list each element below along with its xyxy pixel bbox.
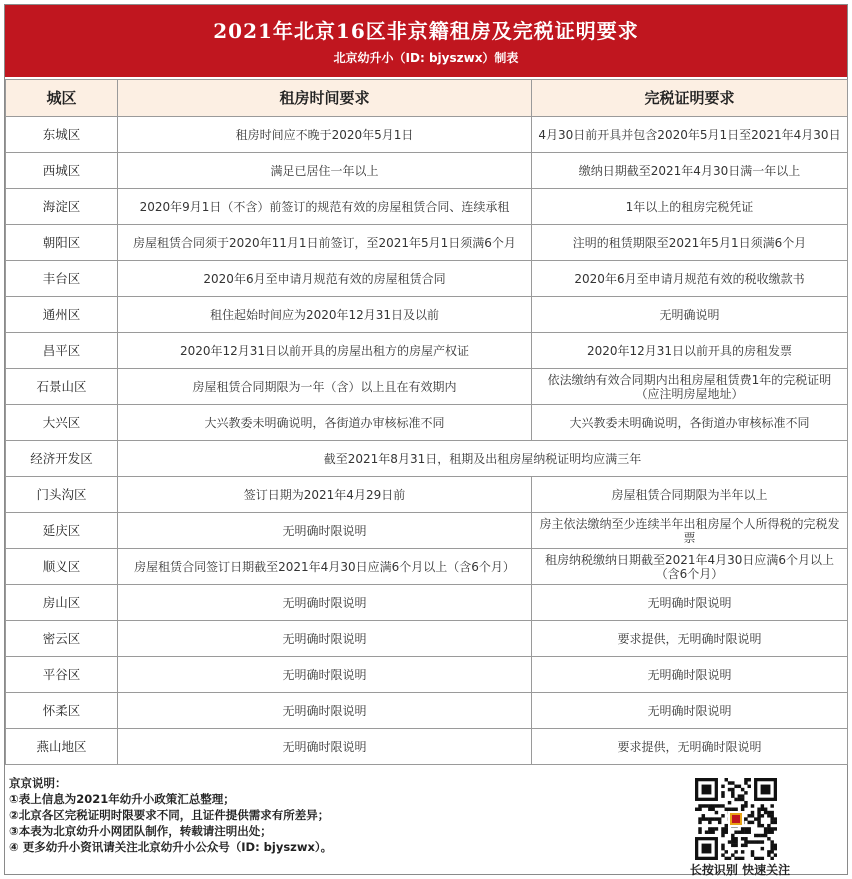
rent-requirement-cell: 房屋租赁合同期限为一年（含）以上且在有效期内 <box>118 369 532 405</box>
tax-requirement-cell: 要求提供，无明确时限说明 <box>532 621 848 657</box>
tax-requirement-cell: 无明确说明 <box>532 297 848 333</box>
table-row <box>6 261 848 297</box>
note-item: ④ 更多幼升小资讯请关注北京幼升小公众号（ID: bjyszwx）。 <box>9 840 333 854</box>
district-cell: 昌平区 <box>6 333 118 369</box>
notes-heading: 京京说明： <box>9 776 67 790</box>
column-header-district: 城区 <box>6 80 118 117</box>
tax-requirement-cell: 2020年6月至申请月规范有效的税收缴款书 <box>532 261 848 297</box>
table-row <box>6 513 848 549</box>
table-row <box>6 369 848 405</box>
table-body <box>6 117 848 765</box>
district-cell: 东城区 <box>6 117 118 153</box>
note-item: ③本表为北京幼升小网团队制作，转载请注明出处； <box>9 824 272 838</box>
tax-requirement-cell: 4月30日前开具并包含2020年5月1日至2021年4月30日 <box>532 117 848 153</box>
rent-requirement-cell: 无明确时限说明 <box>118 693 532 729</box>
column-header-rent: 租房时间要求 <box>118 80 532 117</box>
district-cell: 西城区 <box>6 153 118 189</box>
rent-requirement-cell: 大兴教委未明确说明，各街道办审核标准不同 <box>118 405 532 441</box>
table-header-banner <box>5 5 847 77</box>
table-row <box>6 225 848 261</box>
district-cell: 怀柔区 <box>6 693 118 729</box>
page-subtitle: 北京幼升小（ID: bjyszwx）制表 <box>333 51 519 65</box>
tax-requirement-cell: 房屋租赁合同期限为半年以上 <box>532 477 848 513</box>
rent-requirement-cell: 2020年12月31日以前开具的房屋出租方的房屋产权证 <box>118 333 532 369</box>
rent-requirement-cell: 无明确时限说明 <box>118 621 532 657</box>
rent-requirement-cell: 房屋租赁合同须于2020年11月1日前签订，至2021年5月1日须满6个月 <box>118 225 532 261</box>
district-cell: 平谷区 <box>6 657 118 693</box>
merged-requirement-cell: 截至2021年8月31日，租期及出租房屋纳税证明均应满三年 <box>118 441 848 477</box>
notes-section <box>9 775 649 855</box>
table-row <box>6 441 848 477</box>
document-frame <box>4 4 848 875</box>
table-row <box>6 693 848 729</box>
tax-requirement-cell: 2020年12月31日以前开具的房租发票 <box>532 333 848 369</box>
table-row <box>6 297 848 333</box>
table-row <box>6 117 848 153</box>
district-cell: 门头沟区 <box>6 477 118 513</box>
district-cell: 延庆区 <box>6 513 118 549</box>
qr-code-icon <box>695 778 777 860</box>
table-row <box>6 405 848 441</box>
note-item: ②北京各区完税证明时限要求不同，且证件提供需求有所差异； <box>9 808 330 822</box>
district-cell: 石景山区 <box>6 369 118 405</box>
district-cell: 海淀区 <box>6 189 118 225</box>
tax-requirement-cell: 无明确时限说明 <box>532 693 848 729</box>
tax-requirement-cell: 无明确时限说明 <box>532 657 848 693</box>
district-cell: 顺义区 <box>6 549 118 585</box>
note-item: ①表上信息为2021年幼升小政策汇总整理； <box>9 792 235 806</box>
tax-requirement-cell: 房主依法缴纳至少连续半年出租房屋个人所得税的完税发票 <box>532 513 848 549</box>
qr-code-graphic <box>695 778 777 860</box>
district-cell: 燕山地区 <box>6 729 118 765</box>
tax-requirement-cell: 依法缴纳有效合同期内出租房屋租赁费1年的完税证明（应注明房屋地址） <box>532 369 848 405</box>
table-row <box>6 621 848 657</box>
rent-requirement-cell: 2020年9月1日（不含）前签订的规范有效的房屋租赁合同、连续承租 <box>118 189 532 225</box>
tax-requirement-cell: 租房纳税缴纳日期截至2021年4月30日应满6个月以上（含6个月） <box>532 549 848 585</box>
tax-requirement-cell: 大兴教委未明确说明，各街道办审核标准不同 <box>532 405 848 441</box>
rent-requirement-cell: 租房时间应不晚于2020年5月1日 <box>118 117 532 153</box>
column-header-tax: 完税证明要求 <box>532 80 848 117</box>
rent-requirement-cell: 签订日期为2021年4月29日前 <box>118 477 532 513</box>
table-row <box>6 333 848 369</box>
requirements-table <box>5 79 848 765</box>
district-cell: 丰台区 <box>6 261 118 297</box>
tax-requirement-cell: 无明确时限说明 <box>532 585 848 621</box>
rent-requirement-cell: 无明确时限说明 <box>118 513 532 549</box>
table-row <box>6 549 848 585</box>
tax-requirement-cell: 1年以上的租房完税凭证 <box>532 189 848 225</box>
table-row <box>6 657 848 693</box>
table-row <box>6 477 848 513</box>
table-row <box>6 585 848 621</box>
qr-caption: 长按识别 快速关注 <box>689 863 791 877</box>
district-cell: 密云区 <box>6 621 118 657</box>
rent-requirement-cell: 房屋租赁合同签订日期截至2021年4月30日应满6个月以上（含6个月） <box>118 549 532 585</box>
table-row <box>6 189 848 225</box>
rent-requirement-cell: 无明确时限说明 <box>118 657 532 693</box>
district-cell: 大兴区 <box>6 405 118 441</box>
district-cell: 朝阳区 <box>6 225 118 261</box>
rent-requirement-cell: 无明确时限说明 <box>118 585 532 621</box>
district-cell: 房山区 <box>6 585 118 621</box>
district-cell: 经济开发区 <box>6 441 118 477</box>
tax-requirement-cell: 要求提供，无明确时限说明 <box>532 729 848 765</box>
tax-requirement-cell: 缴纳日期截至2021年4月30日满一年以上 <box>532 153 848 189</box>
tax-requirement-cell: 注明的租赁期限至2021年5月1日须满6个月 <box>532 225 848 261</box>
rent-requirement-cell: 满足已居住一年以上 <box>118 153 532 189</box>
table-row <box>6 153 848 189</box>
page-title: 2021年北京16区非京籍租房及完税证明要求 <box>213 19 639 43</box>
district-cell: 通州区 <box>6 297 118 333</box>
rent-requirement-cell: 无明确时限说明 <box>118 729 532 765</box>
rent-requirement-cell: 租住起始时间应为2020年12月31日及以前 <box>118 297 532 333</box>
table-header-row <box>6 80 848 117</box>
table-row <box>6 729 848 765</box>
rent-requirement-cell: 2020年6月至申请月规范有效的房屋租赁合同 <box>118 261 532 297</box>
